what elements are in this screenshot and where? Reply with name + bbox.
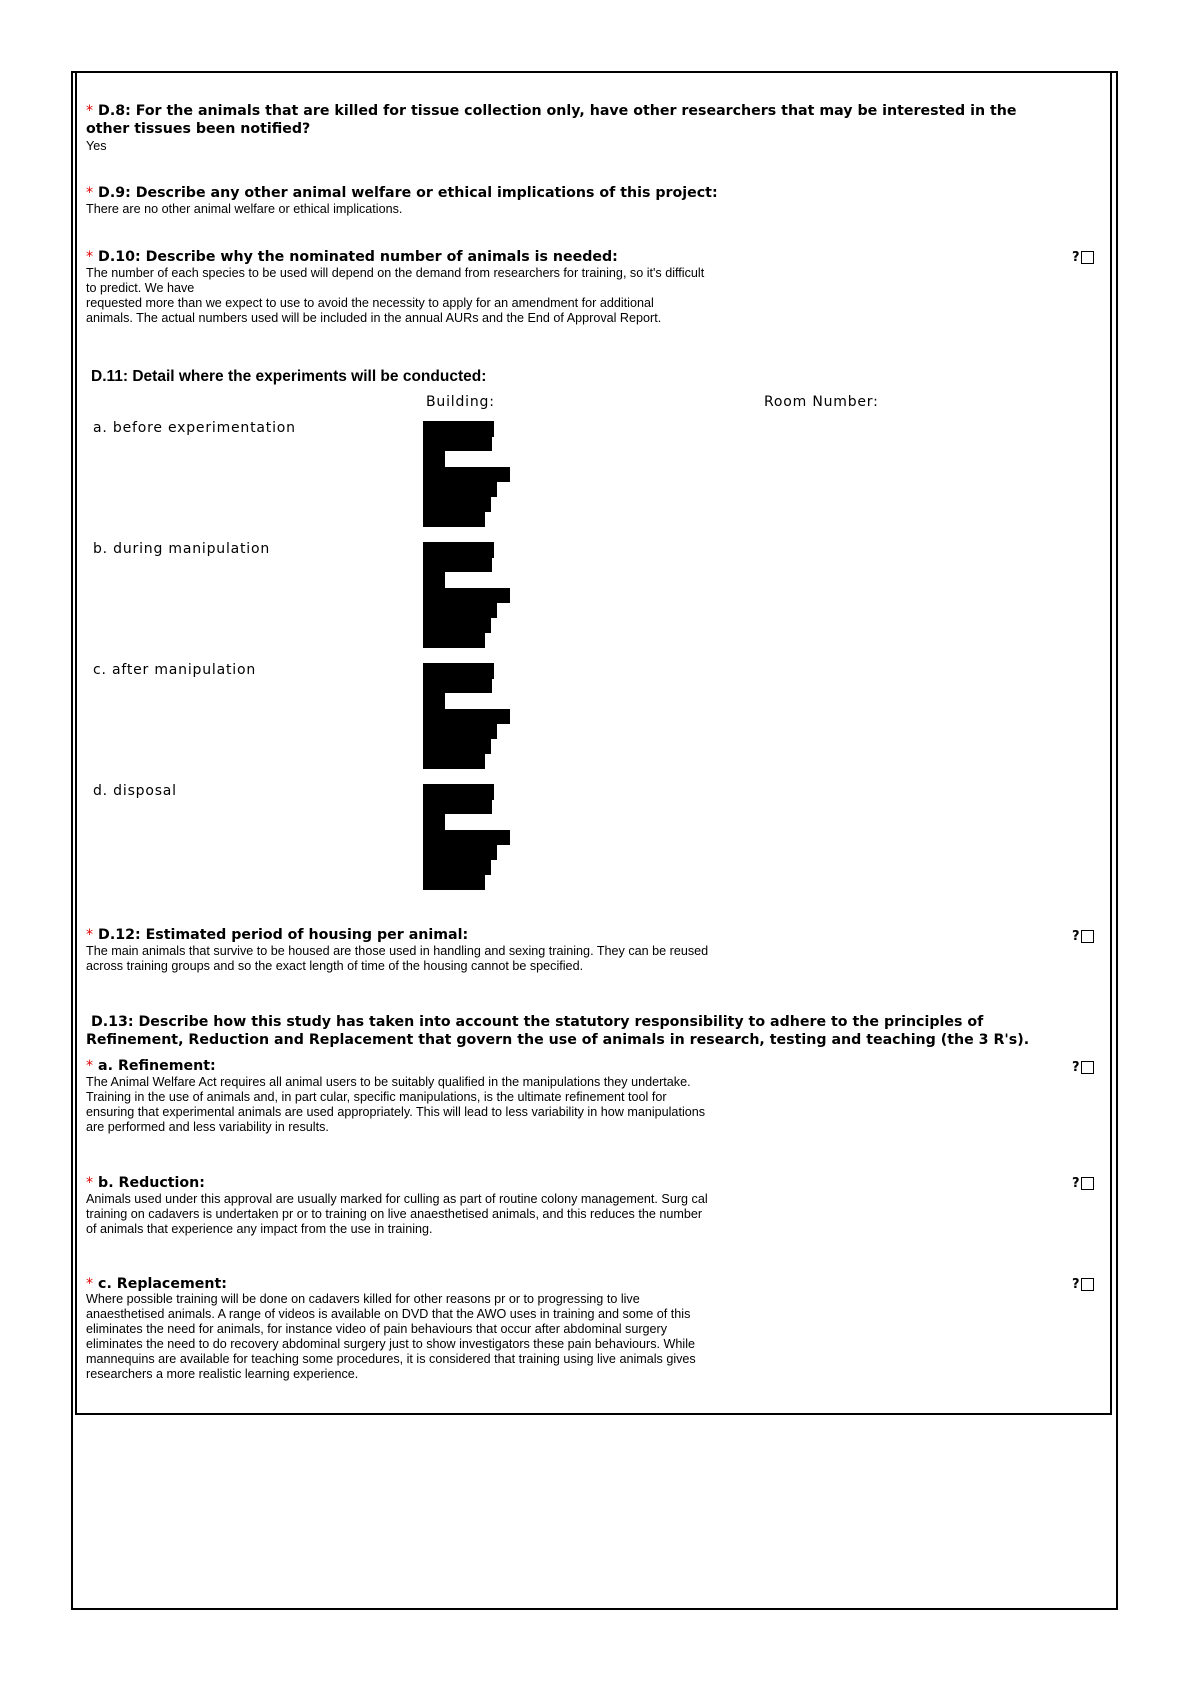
answer-line: across training groups and so the exact length of time of the housing cannot be specified. (86, 959, 584, 973)
answer-line: Where possible training will be done on cadavers killed for other reasons pr or to progressing to live (86, 1292, 640, 1306)
help-icon: ? (1072, 1060, 1080, 1075)
checkbox-icon[interactable] (1081, 1278, 1094, 1291)
location-label-after: c. after manipulation (93, 662, 256, 678)
d10-answer (86, 266, 704, 326)
location-label-before: a. before experimentation (93, 420, 296, 436)
checkbox-icon[interactable] (1081, 1061, 1094, 1074)
answer-line: Training in the use of animals and, in part cular, specific manipulations, is the ultimate refinement tool for (86, 1090, 667, 1104)
answer-line: to predict. We have (86, 281, 195, 295)
refinement-question (86, 1057, 216, 1075)
replacement-title: c. Replacement: (98, 1276, 227, 1292)
refinement-answer (86, 1075, 705, 1135)
answer-line: eliminates the need for animals, for instance video of pain behaviours that occur after abdominal surgery (86, 1322, 668, 1336)
answer-line: training on cadavers is undertaken pr or to training on live anaesthetised animals, and this reduces the number (86, 1207, 703, 1221)
answer-line: The number of each species to be used will depend on the demand from researchers for training, so it's difficult (86, 266, 705, 280)
refinement-title: a. Refinement: (98, 1058, 216, 1074)
required-marker: * (86, 249, 94, 265)
answer-line: The Animal Welfare Act requires all animal users to be suitably qualified in the manipulations they undertake. (86, 1075, 691, 1089)
d9-question (86, 184, 718, 202)
d13-title-line: Refinement, Reduction and Replacement that govern the use of animals in research, testing and teaching (the 3 R's). (86, 1032, 1030, 1048)
d8-title-line: D.8: For the animals that are killed for tissue collection only, have other researchers that may be interested in the (98, 103, 1017, 119)
required-marker: * (86, 185, 94, 201)
required-marker: * (86, 1058, 94, 1074)
d13-title-line: D.13: Describe how this study has taken into account the statutory responsibility to adhere to the principles of (90, 1014, 984, 1030)
d10-question (86, 248, 618, 266)
checkbox-icon[interactable] (1081, 1177, 1094, 1190)
answer-line: eliminates the need to do recovery abdominal surgery just to show investigators these pain behaviours. While (86, 1337, 696, 1351)
d9-answer: There are no other animal welfare or ethical implications. (86, 202, 403, 216)
d10-help-toggle[interactable] (1072, 250, 1094, 265)
answer-line: animals. The actual numbers used will be included in the annual AURs and the End of Approval Report. (86, 311, 662, 325)
required-marker: * (86, 927, 94, 943)
answer-line: are performed and less variability in results. (86, 1120, 329, 1134)
answer-line: requested more than we expect to use to avoid the necessity to apply for an amendment for additional (86, 296, 654, 310)
d11-title: D.11: Detail where the experiments will be conducted: (91, 368, 487, 385)
answer-line: Animals used under this approval are usually marked for culling as part of routine colony management. Surg cal (86, 1192, 708, 1206)
d8-question (86, 102, 1017, 138)
checkbox-icon[interactable] (1081, 930, 1094, 943)
d9-title: D.9: Describe any other animal welfare or ethical implications of this project: (98, 185, 718, 201)
refinement-help-toggle[interactable] (1072, 1060, 1094, 1075)
d8-answer: Yes (86, 139, 107, 153)
d12-answer (86, 944, 708, 974)
help-icon: ? (1072, 1176, 1080, 1191)
d12-title: D.12: Estimated period of housing per animal: (98, 927, 469, 943)
answer-line: researchers a more realistic learning experience. (86, 1367, 359, 1381)
required-marker: * (86, 103, 94, 119)
replacement-question (86, 1275, 227, 1293)
required-marker: * (86, 1175, 94, 1191)
location-label-disposal: d. disposal (93, 783, 177, 799)
building-header: Building: (426, 394, 495, 410)
d12-question (86, 926, 468, 944)
d13-question (86, 1013, 1029, 1049)
answer-line: The main animals that survive to be housed are those used in handling and sexing training. They can be reused (86, 944, 709, 958)
answer-line: of animals that experience any impact from the use in training. (86, 1222, 433, 1236)
d8-title-line: other tissues been notified? (86, 121, 311, 137)
d10-title: D.10: Describe why the nominated number of animals is needed: (98, 249, 618, 265)
answer-line: anaesthetised animals. A range of videos is available on DVD that the AWO uses in training and some of this (86, 1307, 691, 1321)
answer-line: mannequins are available for teaching some procedures, it is considered that training using live animals gives (86, 1352, 696, 1366)
reduction-title: b. Reduction: (98, 1175, 205, 1191)
reduction-help-toggle[interactable] (1072, 1176, 1094, 1191)
reduction-answer (86, 1192, 708, 1237)
location-label-during: b. during manipulation (93, 541, 271, 557)
d12-help-toggle[interactable] (1072, 929, 1094, 944)
replacement-help-toggle[interactable] (1072, 1277, 1094, 1292)
help-icon: ? (1072, 929, 1080, 944)
required-marker: * (86, 1276, 94, 1292)
checkbox-icon[interactable] (1081, 251, 1094, 264)
help-icon: ? (1072, 1277, 1080, 1292)
replacement-answer (86, 1292, 696, 1382)
answer-line: ensuring that experimental animals are used appropriately. This will lead to less variability in how manipulations (86, 1105, 706, 1119)
reduction-question (86, 1174, 205, 1192)
room-number-header: Room Number: (764, 394, 879, 410)
help-icon: ? (1072, 250, 1080, 265)
